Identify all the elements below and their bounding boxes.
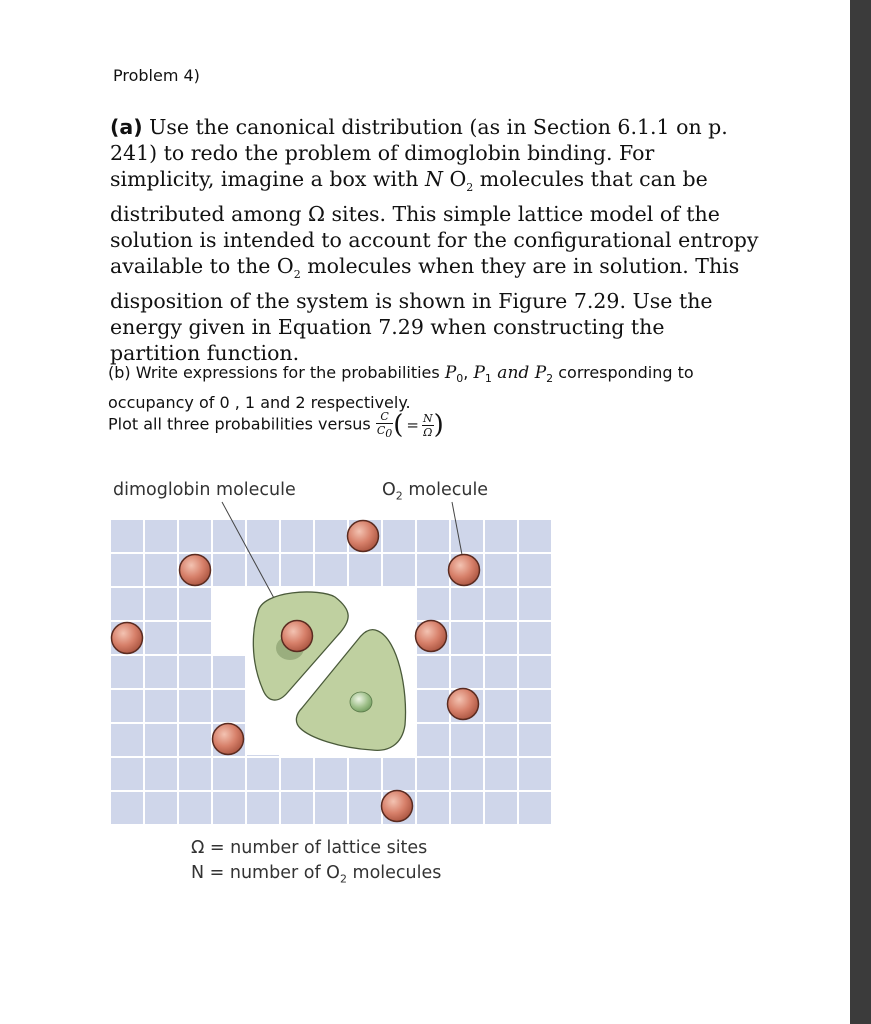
part-b-text-2: corresponding to occupancy of 0 , 1 and 2 respectively. [108, 363, 694, 413]
lattice-site [315, 792, 347, 824]
lattice-site [417, 690, 449, 722]
lattice-site [145, 724, 177, 756]
p0-sub: 0 [456, 372, 464, 386]
p2-symbol: P [534, 363, 547, 383]
lattice-site [145, 792, 177, 824]
part-a-o2-sub-2: 2 [293, 268, 301, 282]
o2-molecule-ball [112, 623, 143, 654]
empty-binding-site [350, 692, 372, 712]
frac1-den-sub: 0 [385, 427, 393, 441]
lattice-site [519, 792, 551, 824]
o2-label-main: O [382, 480, 396, 500]
paren-close: ) [433, 410, 444, 441]
lattice-site [485, 724, 517, 756]
lattice-site [451, 792, 483, 824]
part-a-o2: O [442, 167, 467, 191]
lattice-site [179, 520, 211, 552]
lattice-site [213, 656, 245, 688]
lattice-site [417, 758, 449, 790]
legend-omega: Ω = number of lattice sites [191, 838, 428, 858]
frac2-den: Ω [423, 425, 433, 439]
lattice-site [213, 792, 245, 824]
o2-label-sub: 2 [395, 489, 403, 503]
lattice-site [451, 724, 483, 756]
lattice-site [281, 554, 313, 586]
lattice-site [451, 758, 483, 790]
frac1-num: C [376, 410, 393, 424]
p2-sub: 2 [546, 372, 554, 386]
o2-molecule-ball [448, 689, 479, 720]
lattice-site [417, 656, 449, 688]
lattice-site [349, 554, 381, 586]
part-a-var-n: N [425, 167, 443, 191]
lattice-site [451, 656, 483, 688]
legend-n-a: N = number of O [191, 863, 340, 883]
lattice-site [281, 758, 313, 790]
o2-molecule-ball [213, 724, 244, 755]
lattice-site [111, 588, 143, 620]
frac2-num: N [423, 411, 433, 425]
p0-symbol: P [444, 363, 457, 383]
lattice-site [213, 758, 245, 790]
lattice-site [485, 520, 517, 552]
p1-sub: 1 [484, 372, 492, 386]
lattice-site [111, 792, 143, 824]
lattice-site [213, 554, 245, 586]
lattice-site [417, 520, 449, 552]
lattice-site [179, 690, 211, 722]
lattice-site [179, 758, 211, 790]
lattice-site [519, 690, 551, 722]
lattice-site [383, 520, 415, 552]
lattice-site [417, 554, 449, 586]
lattice-site [145, 554, 177, 586]
lattice-site [247, 520, 279, 552]
lattice-site [519, 520, 551, 552]
plot-text: Plot all three probabilities versus [108, 414, 376, 434]
part-a-o2-sub: 2 [466, 181, 474, 195]
lattice-site [349, 758, 381, 790]
legend-n-sub: 2 [339, 872, 347, 886]
lattice-site [111, 690, 143, 722]
lattice-site [485, 690, 517, 722]
lattice-site [281, 792, 313, 824]
lattice-site [519, 656, 551, 688]
lattice-site [213, 690, 245, 722]
lattice-site [417, 724, 449, 756]
lattice-site [145, 758, 177, 790]
o2-molecule-ball [449, 555, 480, 586]
lattice-site [111, 724, 143, 756]
lattice-site [485, 656, 517, 688]
lattice-site [145, 520, 177, 552]
legend-n [191, 861, 471, 892]
p-comma: , [463, 363, 474, 382]
part-a-text-2: molecules that can be distributed among [110, 167, 708, 227]
lattice-site [315, 520, 347, 552]
lattice-site [281, 520, 313, 552]
lattice-site [349, 792, 381, 824]
o2-molecule-ball [382, 791, 413, 822]
lattice-site [519, 554, 551, 586]
paren-open: ( [393, 410, 404, 441]
part-a-text-1: Use the canonical distribution (as in Section 6.1.1 on p. 241) to redo the problem of dimoglobin binding. For simplicity, imagine a box with [110, 115, 728, 191]
lattice-site [145, 690, 177, 722]
problem-heading: Problem 4) [113, 66, 200, 85]
lattice-site [485, 792, 517, 824]
part-a-text-3: sites. This simple lattice model of the solution is intended to account for the configurational entropy available to the O [110, 202, 759, 279]
part-b-text-1: (b) Write expressions for the probabilities [108, 363, 445, 382]
o2-molecule-ball [348, 521, 379, 552]
lattice-site [417, 588, 449, 620]
lattice-site [247, 554, 279, 586]
lattice-site [179, 724, 211, 756]
lattice-site [111, 758, 143, 790]
lattice-site [145, 622, 177, 654]
lattice-site [179, 656, 211, 688]
lattice-site [111, 656, 143, 688]
lattice-site [315, 758, 347, 790]
lattice-site [247, 792, 279, 824]
o2-molecule-ball [180, 555, 211, 586]
legend-n-b: molecules [346, 863, 442, 883]
dimoglobin-label: dimoglobin molecule [113, 480, 296, 500]
equals-sign: = [406, 416, 419, 435]
lattice-site [383, 758, 415, 790]
lattice-site [145, 656, 177, 688]
lattice-site [519, 588, 551, 620]
part-a-label: (a) [110, 115, 143, 139]
frac1-den-c: C [376, 424, 386, 437]
lattice-site [383, 554, 415, 586]
lattice-site [179, 792, 211, 824]
lattice-site [485, 622, 517, 654]
lattice-site [451, 588, 483, 620]
part-a-omega: Ω [307, 202, 325, 227]
lattice-site [111, 554, 143, 586]
and-word: and [491, 363, 535, 383]
lattice-site [417, 792, 449, 824]
lattice-site [451, 622, 483, 654]
lattice-site [145, 588, 177, 620]
lattice-site [519, 758, 551, 790]
lattice-site [485, 758, 517, 790]
lattice-site [179, 622, 211, 654]
o2-label-rest: molecule [402, 480, 489, 500]
o2-molecule-ball [416, 621, 447, 652]
lattice-site [451, 520, 483, 552]
lattice-site [519, 622, 551, 654]
lattice-site [247, 758, 279, 790]
lattice-site [519, 724, 551, 756]
lattice-site [179, 588, 211, 620]
o2-molecule-ball [282, 621, 313, 652]
part-a-text-4: molecules when they are in solution. This disposition of the system is shown in Figure 7.29. Use the energy given in Equation 7.29 when constructing the partition function. [110, 254, 740, 366]
p1-symbol: P [473, 363, 485, 383]
lattice-site [111, 520, 143, 552]
lattice-site [315, 554, 347, 586]
lattice-site [485, 554, 517, 586]
lattice-site [485, 588, 517, 620]
